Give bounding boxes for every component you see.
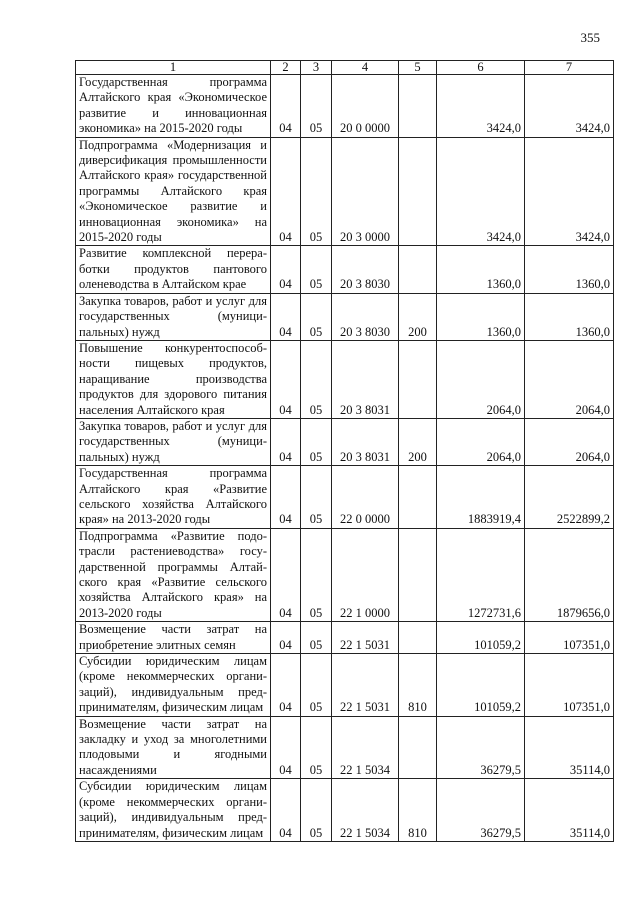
row-amount-2: 35114,0: [525, 716, 614, 779]
row-amount-2: 1879656,0: [525, 528, 614, 621]
column-header-section: 2: [271, 61, 301, 75]
row-amount-2: 2064,0: [525, 340, 614, 418]
row-target-item: 22 0 0000: [332, 466, 399, 529]
row-name: Государственная программа Алтайского края «Развитие сельского хозяйства Алтайского края» на 2013-2020 годы: [76, 466, 271, 529]
row-amount-1: 36279,5: [437, 779, 525, 842]
row-target-item: 20 3 0000: [332, 137, 399, 246]
row-amount-2: 2522899,2: [525, 466, 614, 529]
row-expense-type: 200: [399, 293, 437, 340]
row-expense-type: [399, 466, 437, 529]
budget-table: [75, 60, 614, 842]
row-name: Закупка товаров, работ и услуг для государственных (муниципальных) нужд: [76, 418, 271, 465]
row-amount-1: 3424,0: [437, 75, 525, 138]
row-subsection: 05: [301, 75, 332, 138]
row-subsection: 05: [301, 528, 332, 621]
row-name: Государственная программа Алтайского края «Экономическое развитие и инновационная экономика» на 2015-2020 годы: [76, 75, 271, 138]
row-amount-2: 1360,0: [525, 293, 614, 340]
column-header-name: 1: [76, 61, 271, 75]
table-row: [76, 654, 614, 717]
row-amount-1: 1360,0: [437, 246, 525, 293]
row-section: 04: [271, 340, 301, 418]
row-amount-1: 1883919,4: [437, 466, 525, 529]
row-target-item: 22 1 5034: [332, 779, 399, 842]
table-row: [76, 75, 614, 138]
row-section: 04: [271, 246, 301, 293]
row-name: Возмещение части затрат на закладку и уход за многолетними плодовыми и ягодными насаждениями: [76, 716, 271, 779]
table-row: [76, 246, 614, 293]
row-subsection: 05: [301, 418, 332, 465]
row-name: Закупка товаров, работ и услуг для государственных (муниципальных) нужд: [76, 293, 271, 340]
row-name: Подпрограмма «Развитие подотрасли растениеводства» государственной программы Алтайского края «Развитие сельского хозяйства Алтайского края» на 2013-2020 годы: [76, 528, 271, 621]
row-expense-type: 810: [399, 654, 437, 717]
row-expense-type: 200: [399, 418, 437, 465]
row-name: Субсидии юридическим лицам (кроме некоммерческих организаций), индивидуальным предпринимателям, физическим лицам: [76, 654, 271, 717]
row-target-item: 20 3 8030: [332, 246, 399, 293]
table-row: [76, 137, 614, 246]
row-target-item: 22 1 5031: [332, 622, 399, 654]
table-row: [76, 779, 614, 842]
column-header-amount-2: 7: [525, 61, 614, 75]
column-header-target-item: 4: [332, 61, 399, 75]
row-expense-type: [399, 340, 437, 418]
page-number: 355: [580, 30, 600, 45]
row-amount-2: 3424,0: [525, 75, 614, 138]
row-expense-type: [399, 528, 437, 621]
row-target-item: 20 3 8030: [332, 293, 399, 340]
row-subsection: 05: [301, 466, 332, 529]
row-subsection: 05: [301, 246, 332, 293]
row-section: 04: [271, 466, 301, 529]
row-target-item: 22 1 0000: [332, 528, 399, 621]
table-row: [76, 340, 614, 418]
row-amount-1: 101059,2: [437, 622, 525, 654]
row-name: Подпрограмма «Модернизация и диверсификация промышленности Алтайского края» государственной программы Алтайского края «Экономическое развитие и инновационная экономика» на 2015-2020 годы: [76, 137, 271, 246]
row-section: 04: [271, 418, 301, 465]
row-expense-type: [399, 75, 437, 138]
row-section: 04: [271, 75, 301, 138]
row-target-item: 20 3 8031: [332, 340, 399, 418]
row-target-item: 20 0 0000: [332, 75, 399, 138]
row-subsection: 05: [301, 654, 332, 717]
row-target-item: 22 1 5031: [332, 654, 399, 717]
table-row: [76, 466, 614, 529]
row-expense-type: 810: [399, 779, 437, 842]
row-amount-1: 1272731,6: [437, 528, 525, 621]
row-amount-2: 107351,0: [525, 654, 614, 717]
row-section: 04: [271, 622, 301, 654]
row-subsection: 05: [301, 340, 332, 418]
row-amount-2: 35114,0: [525, 779, 614, 842]
row-section: 04: [271, 779, 301, 842]
row-amount-2: 3424,0: [525, 137, 614, 246]
column-header-expense-type: 5: [399, 61, 437, 75]
row-subsection: 05: [301, 293, 332, 340]
row-subsection: 05: [301, 137, 332, 246]
row-amount-2: 107351,0: [525, 622, 614, 654]
row-name: Возмещение части затрат на приобретение элитных семян: [76, 622, 271, 654]
row-expense-type: [399, 246, 437, 293]
column-header-subsection: 3: [301, 61, 332, 75]
table-row: [76, 716, 614, 779]
row-expense-type: [399, 622, 437, 654]
row-amount-1: 2064,0: [437, 340, 525, 418]
row-section: 04: [271, 716, 301, 779]
row-amount-1: 101059,2: [437, 654, 525, 717]
row-target-item: 20 3 8031: [332, 418, 399, 465]
table-row: [76, 418, 614, 465]
row-amount-2: 2064,0: [525, 418, 614, 465]
row-subsection: 05: [301, 716, 332, 779]
row-expense-type: [399, 137, 437, 246]
row-amount-2: 1360,0: [525, 246, 614, 293]
row-name: Развитие комплексной переработки продуктов пантового оленеводства в Алтайском крае: [76, 246, 271, 293]
column-header-amount-1: 6: [437, 61, 525, 75]
table-row: [76, 528, 614, 621]
row-section: 04: [271, 137, 301, 246]
row-amount-1: 2064,0: [437, 418, 525, 465]
table-row: [76, 293, 614, 340]
row-section: 04: [271, 293, 301, 340]
row-expense-type: [399, 716, 437, 779]
row-subsection: 05: [301, 779, 332, 842]
table-row: [76, 622, 614, 654]
row-amount-1: 36279,5: [437, 716, 525, 779]
row-section: 04: [271, 528, 301, 621]
row-name: Субсидии юридическим лицам (кроме некоммерческих организаций), индивидуальным предпринимателям, физическим лицам: [76, 779, 271, 842]
row-target-item: 22 1 5034: [332, 716, 399, 779]
row-amount-1: 3424,0: [437, 137, 525, 246]
row-amount-1: 1360,0: [437, 293, 525, 340]
row-section: 04: [271, 654, 301, 717]
table-header-row: [76, 61, 614, 75]
row-subsection: 05: [301, 622, 332, 654]
row-name: Повышение конкурентоспособности пищевых продуктов, наращивание производства продуктов для здорового питания населения Алтайского края: [76, 340, 271, 418]
